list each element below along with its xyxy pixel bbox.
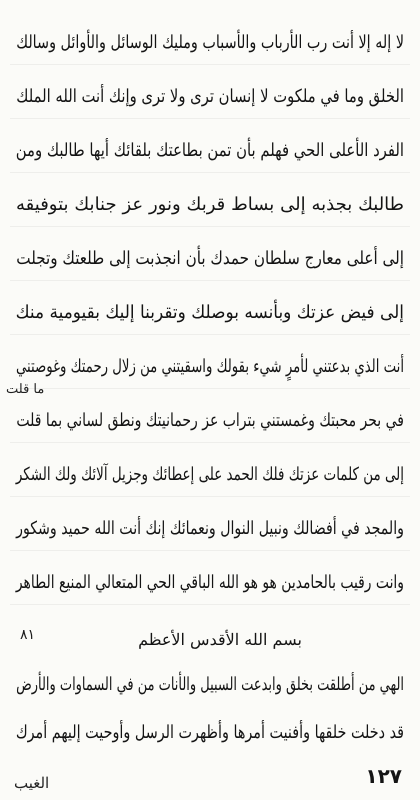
text-line-7: أنت الذي بدعتني لأمرٍ شيء بقولك واسقيتني من زلال رحمتك وغوصتني xyxy=(15,356,404,377)
text-line-4: طالبك بجذبه إلى بساط قربك ونور عز جنابك بتوفيقه xyxy=(16,194,404,215)
text-line-13: قد دخلت خلقها وأفنيت أمرها وأظهرت الرسل وأوحيت إليهم أمرك xyxy=(15,722,404,743)
text-line-9: إلى من كلمات عزتك فلك الحمد على إعطائك وجزيل آلائك ولك الشكر xyxy=(15,464,404,485)
faint-rule xyxy=(10,118,410,119)
faint-rule xyxy=(10,550,410,551)
faint-rule xyxy=(10,604,410,605)
faint-rule xyxy=(10,280,410,281)
text-line-1: لا إله إلا أنت رب الأرباب والأسباب ومليك الوسائل والأوائل وسالك xyxy=(16,32,404,53)
page-number: ١٢٧ xyxy=(365,764,402,788)
margin-note: ما قلت xyxy=(6,382,45,397)
faint-rule xyxy=(10,334,410,335)
text-line-3: الفرد الأعلى الحي فهلم بأن تمن بطاعتك بلقائك أيها طالبك ومن xyxy=(15,140,404,161)
section-number: ٨١ xyxy=(20,627,36,643)
faint-rule xyxy=(10,172,410,173)
text-line-12: الهي من أطلقت بخلق وابدعت السبيل والأنات من في السماوات والأرض xyxy=(16,674,404,695)
catchword: الغيب xyxy=(14,774,50,792)
text-line-5: إلى أعلى معارج سلطان حمدك بأن انجذبت إلى طلعتك وتجلت xyxy=(16,248,404,269)
faint-rule xyxy=(10,64,410,65)
text-line-10: والمجد في أفضالك ونبيل النوال ونعمائك إنك أنت الله حميد وشكور xyxy=(16,518,404,539)
text-line-11: وانت رقيب بالحامدين هو هو الله الباقي الحي المتعالي المنيع الطاهر xyxy=(15,572,404,593)
faint-rule xyxy=(10,388,410,389)
faint-rule xyxy=(10,442,410,443)
text-line-8: في بحر محبتك وغمستني بتراب عز رحمانيتك ونطق لساني بما قلت xyxy=(16,410,404,431)
text-line-2: الخلق وما في ملكوت لا إنسان ترى ولا ترى وإنك أنت الله الملك xyxy=(16,86,404,107)
text-line-6: إلى فيض عزتك وبأنسه بوصلك وتقربنا إليك بقيومية منك xyxy=(15,302,405,323)
faint-rule xyxy=(10,496,410,497)
basmala-heading: بسم الله الأقدس الأعظم xyxy=(138,630,302,649)
faint-rule xyxy=(10,226,410,227)
